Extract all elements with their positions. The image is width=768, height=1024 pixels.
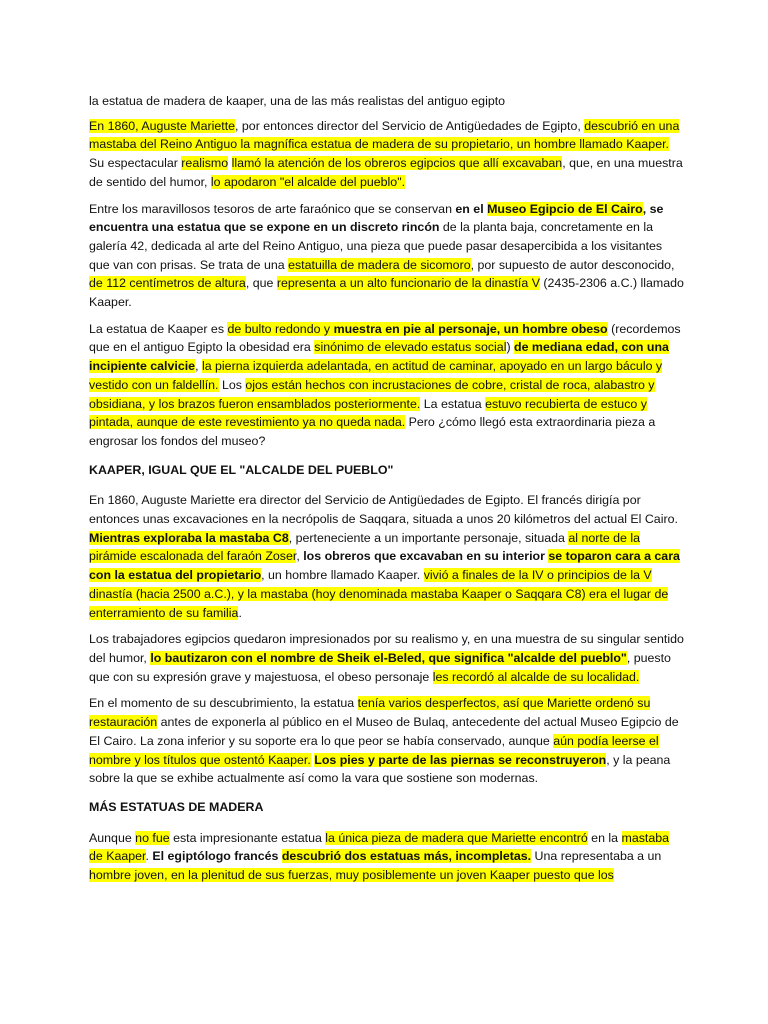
highlighted-text: vivió a finales de la IV o principios de la V dinastía (hacia 2500 a.C.), y la mastaba (hoy denominada mastaba Kaaper o Saqqara C8) era el lugar de enterramiento de su familia <box>89 568 669 620</box>
highlighted-text: se toparon cara a cara con la estatua del propietario <box>89 549 680 583</box>
paragraph-7 <box>89 829 685 885</box>
text-run: En 1860, Auguste Mariette era director del Servicio de Antigüedades de Egipto. El francés dirigía por entonces unas excavaciones en la necrópolis de Saqqara, situada a unos 20 kilómetros del actual El Cairo. <box>89 493 678 527</box>
paragraph-5 <box>89 630 685 686</box>
highlighted-text: de bulto redondo <box>227 321 321 336</box>
text-run: , por supuesto de autor desconocido, <box>470 257 675 272</box>
text-run: , que, en una muestra de sentido del humor, <box>89 156 683 189</box>
highlighted-text: realismo <box>181 156 229 171</box>
section-heading-kaaper: KAAPER, IGUAL QUE EL "ALCALDE DEL PUEBLO" <box>89 462 394 477</box>
text-run: En el momento de su descubrimiento, la estatua <box>89 696 358 711</box>
highlighted-text: muestra en pie al personaje, un hombre obeso <box>333 321 608 336</box>
highlighted-text: Museo Egipcio de El Cairo <box>487 201 643 216</box>
text-run: ) <box>506 340 515 355</box>
text-run: en el <box>455 201 488 216</box>
text-run: esta impresionante estatua <box>169 830 326 845</box>
text-run: . <box>145 849 153 864</box>
text-run: Una representaba a un <box>531 849 662 864</box>
text-run: Aunque <box>89 830 136 845</box>
text-run: La estatua de Kaaper es <box>89 321 228 336</box>
text-run: , se encuentra una estatua que se expone en un discreto rincón <box>89 201 664 235</box>
text-run: Los trabajadores egipcios quedaron impresionados por su realismo y, en una muestra de su singular sentido del humor, <box>89 632 684 665</box>
text-run: , que <box>245 276 277 291</box>
text-run: , puesto que con su expresión grave y majestuosa, el obeso personaje <box>89 650 671 684</box>
highlighted-text: les recordó al alcalde de su localidad. <box>432 669 640 684</box>
highlighted-text: la única pieza de madera que Mariette encontró <box>325 830 588 845</box>
highlighted-text: llamó la atención de los obreros egipcios que allí excavaban <box>231 156 563 171</box>
highlighted-text: mastaba de Kaaper <box>89 830 670 864</box>
paragraph-4 <box>89 491 685 622</box>
highlighted-text: Los pies y parte de las piernas se reconstruyeron <box>314 752 607 767</box>
text-run: (recordemos que en el antiguo Egipto la obesidad era <box>89 321 681 355</box>
text-run: La estatua <box>420 396 486 411</box>
paragraph-2 <box>89 200 685 312</box>
text-run: , y la peana sobre la que se exhibe actualmente así como la vara que sostiene son modernas. <box>89 752 671 786</box>
paragraph-1 <box>89 117 685 192</box>
highlighted-text: ojos están hechos con incrustaciones de cobre, cristal de roca, alabastro y obsidiana, y los brazos fueron ensamblados posteriormente. <box>89 377 655 411</box>
text-run: , <box>296 549 304 564</box>
highlighted-text: no fue <box>135 830 170 845</box>
text-run: (2435-2306 a.C.) llamado Kaaper. <box>89 276 684 310</box>
text-run: Su espectacular <box>89 156 182 171</box>
highlighted-text: Mientras exploraba la mastaba C8 <box>89 530 289 545</box>
text-run: antes de exponerla al público en el Museo de Bulaq, antecedente del actual Museo Egipcio de El Cairo. La zona inferior y su soporte era lo que peor se había conservado, aunque <box>89 715 679 748</box>
highlighted-text: hombre joven, en la plenitud de sus fuerzas, muy posiblemente un joven Kaaper puesto que los <box>89 868 614 883</box>
text-run: Entre los maravillosos tesoros de arte faraónico que se conservan <box>89 201 456 216</box>
highlighted-text: aún podía leerse el nombre y los títulos que ostentó Kaaper. <box>89 733 659 767</box>
highlighted-text: descubrió dos estatuas más, incompletas. <box>281 849 532 864</box>
paragraph-3 <box>89 320 685 451</box>
highlighted-text: de mediana edad, con una incipiente calvicie <box>89 340 669 374</box>
paragraph-6 <box>89 694 685 788</box>
highlighted-text: sinónimo de elevado estatus social <box>314 340 507 355</box>
highlighted-text: de 112 centímetros de altura <box>89 276 246 291</box>
text-run: , por entonces director del Servicio de Antigüedades de Egipto, <box>235 118 585 133</box>
text-run: Pero ¿cómo llegó esta extraordinaria pieza a engrosar los fondos del museo? <box>89 415 656 448</box>
text-run: , <box>195 359 202 374</box>
text-run: , perteneciente a un importante personaje, situada <box>288 530 569 545</box>
highlighted-text: lo bautizaron con el nombre de Sheik el-Beled, que significa "alcalde del pueblo" <box>150 650 627 665</box>
text-run: . <box>238 605 242 620</box>
text-run: los obreros que excavaban en su interior <box>303 549 549 564</box>
text-run: El egiptólogo francés <box>152 849 282 864</box>
section-heading-mas-estatuas: MÁS ESTATUAS DE MADERA <box>89 799 264 814</box>
highlighted-text: tenía varios desperfectos, así que Mariette ordenó su restauración <box>89 696 651 730</box>
highlighted-text: estuvo recubierta de estuco y pintada, aunque de este revestimiento ya no queda nada. <box>89 396 647 430</box>
highlighted-text: la pierna izquierda adelantada, en actitud de caminar, apoyado en un largo báculo y vestido con un faldellín. <box>89 359 663 392</box>
highlighted-text: descubrió en una mastaba del Reino Antiguo la magnífica estatua de madera de su propietario, un hombre llamado Kaaper. <box>89 118 680 152</box>
highlighted-text: representa a un alto funcionario de la dinastía V <box>276 276 540 291</box>
text-run: de la planta baja, concretamente en la galería 42, dedicada al arte del Reino Antiguo, una pieza que puede pasar desapercibida a los visitantes que van con prisas. Se trata de una <box>89 220 663 272</box>
highlighted-text: y <box>320 321 334 336</box>
highlighted-text: al norte de la pirámide escalonada del faraón Zoser <box>89 530 641 564</box>
text-run: en la <box>587 830 622 845</box>
highlighted-text: lo apodaron "el alcalde del pueblo". <box>210 174 406 189</box>
document-title: la estatua de madera de kaaper, una de las más realistas del antiguo egipto <box>89 94 506 108</box>
text-run: , un hombre llamado Kaaper. <box>261 568 424 583</box>
highlighted-text: estatuilla de madera de sicomoro <box>288 257 471 272</box>
highlighted-text: En 1860, Auguste Mariette <box>89 118 236 133</box>
document-page <box>89 92 685 893</box>
text-run: Los <box>218 377 246 392</box>
